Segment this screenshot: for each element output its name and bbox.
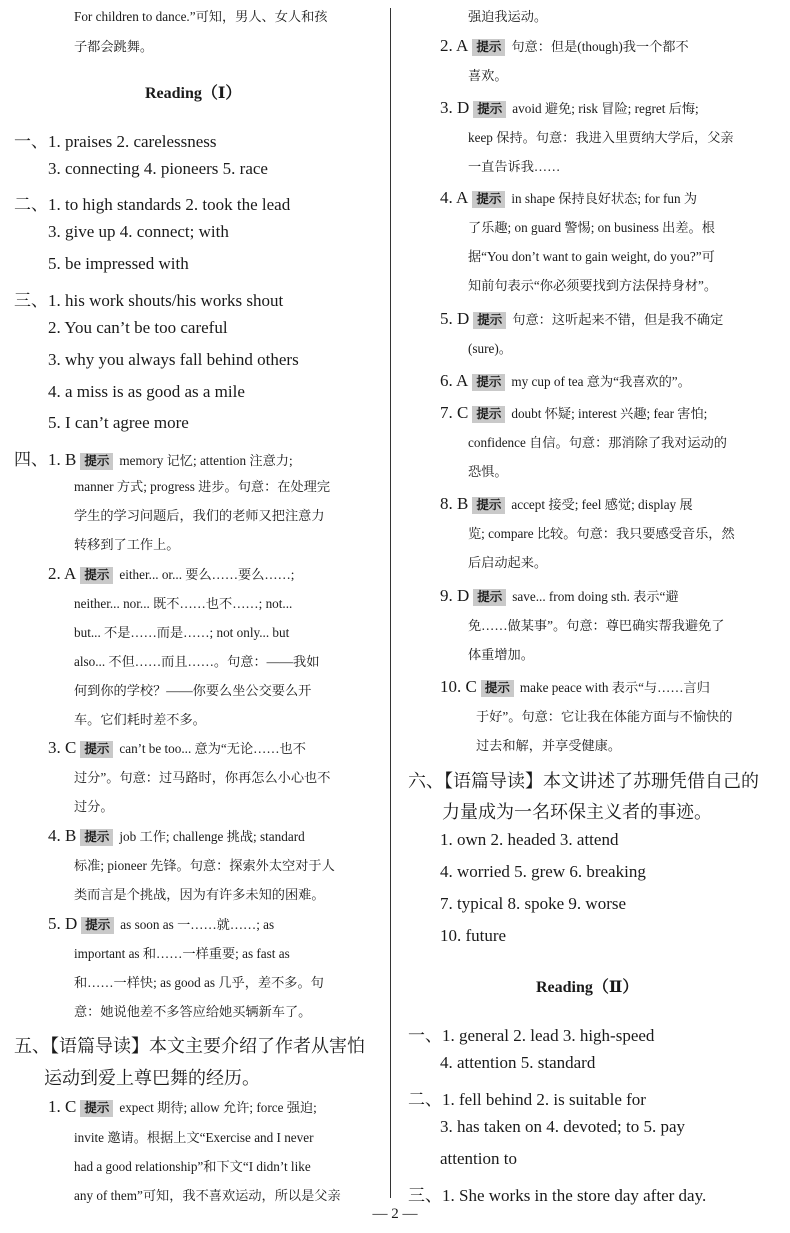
right-line <box>468 461 508 480</box>
right-line <box>440 862 646 882</box>
line-text: 2. You can’t be too careful <box>48 318 228 337</box>
right-line <box>440 1117 685 1137</box>
line-text: 览; compare 比较。句意：我只要感受音乐，然 <box>468 526 735 541</box>
right-line <box>440 926 506 946</box>
line-text: 据“You don’t want to gain weight, do you?”可 <box>468 249 715 264</box>
right-line <box>476 735 621 754</box>
line-text: had a good relationship”和下文“I didn’t like <box>74 1159 311 1174</box>
line-text: 4. worried 5. grew 6. breaking <box>440 862 646 881</box>
line-text: also... 不但……而且……。句意：——我如 <box>74 654 320 669</box>
right-line <box>468 432 727 451</box>
line-text: 运动到爱上尊巴舞的经历。 <box>44 1068 260 1088</box>
line-text: 3. C <box>48 738 77 757</box>
line-text: 5. be impressed with <box>48 254 189 273</box>
line-text: Reading（Ⅱ） <box>536 979 639 996</box>
line-text: 子都会跳舞。 <box>74 39 154 54</box>
hint-text: either... or... 要么……要么……; <box>119 567 295 582</box>
line-text: 3. connecting 4. pioneers 5. race <box>48 159 268 178</box>
right-line <box>468 338 512 357</box>
left-line <box>74 593 292 612</box>
right-line <box>440 677 710 697</box>
line-text: 一直告诉我…… <box>468 159 561 174</box>
line-text: 4. B <box>48 826 77 845</box>
line-text: 4. a miss is as good as a mile <box>48 382 245 401</box>
hint-text: in shape 保持良好状态; for fun 为 <box>511 191 698 206</box>
hint-text: doubt 怀疑; interest 兴趣; fear 害怕; <box>511 406 708 421</box>
left-line <box>48 1097 317 1117</box>
line-text: manner 方式; progress 进步。句意：在处理完 <box>74 479 331 494</box>
line-text: 喜欢。 <box>468 68 508 83</box>
hint-tag: 提示 <box>80 1100 113 1117</box>
right-line <box>440 894 626 914</box>
hint-text: make peace with 表示“与……言归 <box>519 680 710 695</box>
left-line <box>74 1185 341 1204</box>
left-line <box>14 127 217 152</box>
left-line <box>74 505 325 524</box>
line-text: 8. B <box>440 494 469 513</box>
hint-tag: 提示 <box>80 741 113 758</box>
hint-text: save... from doing sth. 表示“避 <box>512 589 679 604</box>
hint-text: memory 记忆; attention 注意力; <box>119 453 293 468</box>
line-text: 2. A <box>48 564 77 583</box>
line-text: 学生的学习问题后，我们的老师又把注意力 <box>74 508 325 523</box>
line-text: (sure)。 <box>468 341 512 356</box>
right-line <box>468 275 717 294</box>
line-text: For children to dance.”可知，男人、女人和孩 <box>74 9 328 24</box>
left-line <box>74 1127 314 1146</box>
hint-text: expect 期待; allow 允许; force 强迫; <box>119 1100 317 1115</box>
line-text: 转移到了工作上。 <box>74 537 180 552</box>
right-line <box>468 156 560 175</box>
line-text: attention to <box>440 1149 517 1168</box>
hint-tag: 提示 <box>473 589 506 606</box>
line-text: 5. D <box>440 309 470 328</box>
line-text: 体重增加。 <box>468 647 534 662</box>
line-text: confidence 自信。句意：那消除了我对运动的 <box>468 435 727 450</box>
hint-text: job 工作; challenge 挑战; standard <box>119 829 305 844</box>
hint-tag: 提示 <box>472 191 505 208</box>
right-line <box>440 36 689 56</box>
right-line <box>408 1181 706 1206</box>
line-text: 1. C <box>48 1097 77 1116</box>
line-text: 5. I can’t agree more <box>48 413 189 432</box>
left-line <box>74 1156 311 1175</box>
right-line <box>468 127 734 146</box>
line-text: 六、【语篇导读】本文讲述了苏珊凭借自己的 <box>408 771 759 791</box>
line-text: 力量成为一名环保主义者的事迹。 <box>442 802 712 822</box>
line-text: keep 保持。句意：我进入里贾纳大学后，父亲 <box>468 130 734 145</box>
left-line <box>14 190 290 215</box>
left-line <box>48 159 268 179</box>
right-line <box>440 1053 595 1073</box>
right-line <box>408 767 759 793</box>
line-text: neither... nor... 既不……也不……; not... <box>74 596 293 611</box>
left-line <box>74 6 327 25</box>
line-text: 了乐趣; on guard 警惕; on business 出差。根 <box>468 220 715 235</box>
right-line <box>468 552 547 571</box>
left-line <box>74 534 180 553</box>
hint-text: 句意：这听起来不错，但是我不确定 <box>512 312 724 327</box>
right-line <box>440 1149 517 1169</box>
line-text: 标准; pioneer 先锋。句意：探索外太空对于人 <box>74 858 335 873</box>
right-line <box>440 371 691 391</box>
line-text: 3. D <box>440 98 470 117</box>
left-line <box>74 855 335 874</box>
right-line <box>468 65 508 84</box>
line-text: important as 和……一样重要; as fast as <box>74 946 290 961</box>
right-line <box>440 494 693 514</box>
left-line <box>48 738 306 758</box>
line-text: 过去和解，并享受健康。 <box>476 738 622 753</box>
left-line <box>48 382 245 402</box>
line-text: 恐惧。 <box>468 464 508 479</box>
hint-tag: 提示 <box>473 101 506 118</box>
hint-tag: 提示 <box>473 312 506 329</box>
left-line <box>48 826 305 846</box>
line-text: 类而言是个挑战，因为有许多未知的困难。 <box>74 887 325 902</box>
left-line <box>48 350 299 370</box>
left-line <box>48 318 228 338</box>
right-line <box>468 523 735 542</box>
right-line <box>408 1021 654 1046</box>
hint-tag: 提示 <box>472 374 505 391</box>
line-text: 4. A <box>440 188 469 207</box>
page-number: — 2 — <box>372 1206 418 1222</box>
left-line <box>14 445 293 470</box>
line-text: 三、1. She works in the store day after day. <box>408 1186 707 1205</box>
right-line <box>468 6 547 25</box>
hint-text: my cup of tea 意为“我喜欢的”。 <box>511 374 691 389</box>
hint-text: can’t be too... 意为“无论……也不 <box>119 741 306 756</box>
hint-tag: 提示 <box>80 453 113 470</box>
line-text: 一、1. praises 2. carelessness <box>14 132 217 151</box>
hint-tag: 提示 <box>472 406 505 423</box>
right-line <box>468 217 715 236</box>
line-text: Reading（Ⅰ） <box>145 85 242 102</box>
line-text: 强迫我运动。 <box>468 9 548 24</box>
right-line <box>440 188 697 208</box>
line-text: any of them”可知，我不喜欢运动，所以是父亲 <box>74 1188 341 1203</box>
line-text: 10. future <box>440 926 507 945</box>
line-text: invite 邀请。根据上文“Exercise and I never <box>74 1130 314 1145</box>
line-text: 何到你的学校？——你要么坐公交要么开 <box>74 683 312 698</box>
line-text: 5. D <box>48 914 78 933</box>
left-line <box>74 622 289 641</box>
line-text: 6. A <box>440 371 469 390</box>
column-divider <box>390 8 391 1198</box>
line-text: 知前句表示“你必须要找到方法保持身材”。 <box>468 278 718 293</box>
hint-tag: 提示 <box>80 567 113 584</box>
left-line <box>48 254 189 274</box>
right-line <box>468 644 534 663</box>
right-line <box>440 98 699 118</box>
right-line <box>476 706 732 725</box>
left-line <box>74 943 290 962</box>
line-text: 免……做某事”。句意：尊巴确实帮我避免了 <box>468 618 725 633</box>
line-text: 3. why you always fall behind others <box>48 350 299 369</box>
hint-text: avoid 避免; risk 冒险; regret 后悔; <box>512 101 699 116</box>
line-text: 3. has taken on 4. devoted; to 5. pay <box>440 1117 686 1136</box>
line-text: 车。它们耗时差不多。 <box>74 712 206 727</box>
left-line <box>48 564 294 584</box>
line-text: 2. A <box>440 36 469 55</box>
line-text: 1. own 2. headed 3. attend <box>440 830 619 849</box>
right-line <box>408 1085 646 1110</box>
line-text: 9. D <box>440 586 470 605</box>
right-line <box>468 246 715 265</box>
line-text: 4. attention 5. standard <box>440 1053 596 1072</box>
left-line <box>48 413 189 433</box>
right-line <box>440 403 707 423</box>
hint-text: 句意：但是(though)我一个都不 <box>511 39 689 54</box>
left-line <box>48 914 274 934</box>
line-text: 7. typical 8. spoke 9. worse <box>440 894 627 913</box>
left-line <box>14 286 283 311</box>
line-text: 三、1. his work shouts/his works shout <box>14 291 284 310</box>
line-text: 7. C <box>440 403 469 422</box>
left-line <box>14 1032 365 1058</box>
left-line <box>74 651 319 670</box>
left-line <box>145 80 241 103</box>
line-text: 过分”。句意：过马路时，你再怎么小心也不 <box>74 770 331 785</box>
hint-tag: 提示 <box>481 680 514 697</box>
left-line <box>74 36 153 55</box>
right-line <box>440 309 723 329</box>
hint-tag: 提示 <box>472 497 505 514</box>
line-text: 意：她说他差不多答应给她买辆新车了。 <box>74 1004 312 1019</box>
right-line <box>440 586 679 606</box>
hint-text: accept 接受; feel 感觉; display 展 <box>511 497 693 512</box>
line-text: 五、【语篇导读】本文主要介绍了作者从害怕 <box>14 1036 365 1056</box>
hint-tag: 提示 <box>81 917 114 934</box>
right-line <box>536 974 638 997</box>
line-text: 3. give up 4. connect; with <box>48 222 229 241</box>
left-line <box>74 709 206 728</box>
right-line <box>442 798 712 824</box>
left-line <box>74 884 325 903</box>
left-line <box>74 476 330 495</box>
left-line <box>44 1064 260 1090</box>
line-text: 一、1. general 2. lead 3. high-speed <box>408 1026 655 1045</box>
left-line <box>74 972 324 991</box>
line-text: 二、1. fell behind 2. is suitable for <box>408 1090 646 1109</box>
right-line <box>440 830 618 850</box>
right-line <box>468 615 724 634</box>
left-line <box>74 680 311 699</box>
line-text: 二、1. to high standards 2. took the lead <box>14 195 291 214</box>
left-line <box>74 767 330 786</box>
line-text: 和……一样快; as good as 几乎，差不多。句 <box>74 975 324 990</box>
hint-text: as soon as 一……就……; as <box>120 917 275 932</box>
line-text: but... 不是……而是……; not only... but <box>74 625 290 640</box>
line-text: 后启动起来。 <box>468 555 548 570</box>
line-text: 过分。 <box>74 799 114 814</box>
hint-tag: 提示 <box>80 829 113 846</box>
line-text: 10. C <box>440 677 477 696</box>
left-line <box>74 1001 311 1020</box>
hint-tag: 提示 <box>472 39 505 56</box>
line-text: 于好”。句意：它让我在体能方面与不愉快的 <box>476 709 733 724</box>
line-text: 四、1. B <box>14 450 77 469</box>
left-line <box>74 796 114 815</box>
left-line <box>48 222 229 242</box>
